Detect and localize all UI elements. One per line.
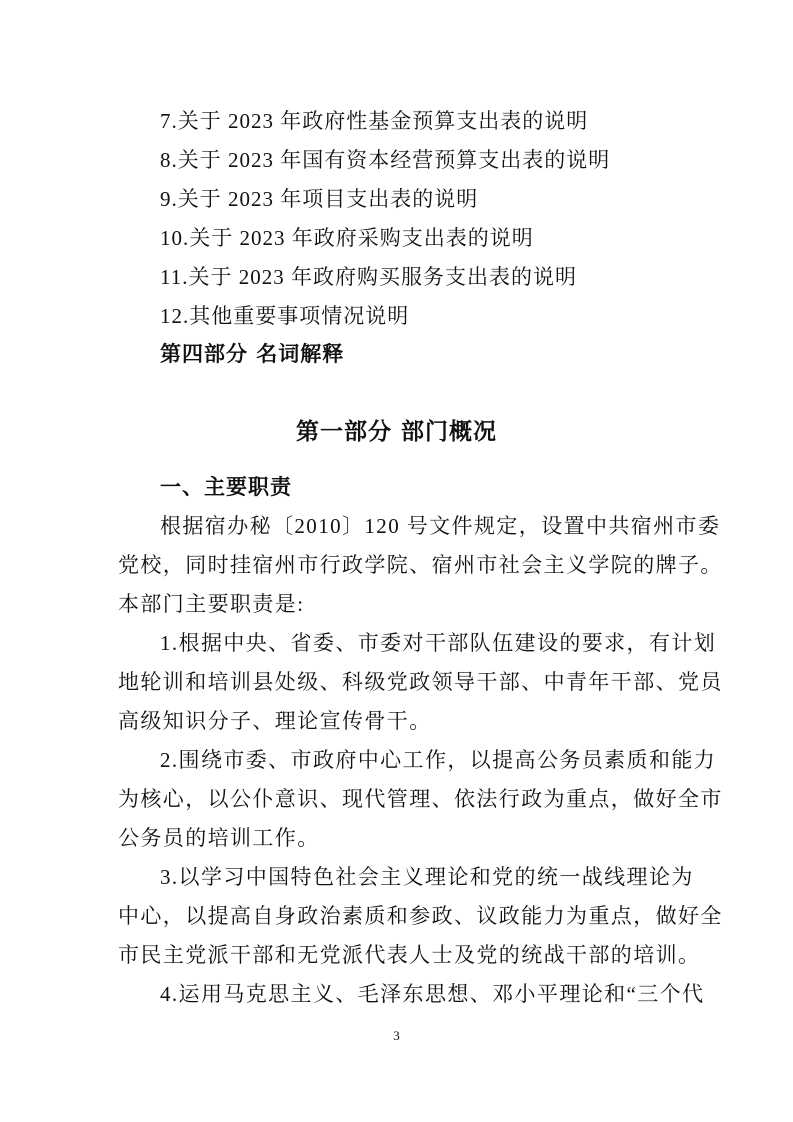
duty-3-line-2: 中心，以提高自身政治素质和参政、议政能力为重点，做好全 (118, 904, 723, 928)
toc-item-7: 7.关于 2023 年政府性基金预算支出表的说明 (160, 109, 589, 133)
intro-line-3: 本部门主要职责是: (118, 592, 305, 616)
duty-2-line-3: 公务员的培训工作。 (118, 826, 320, 850)
duty-4-line-1: 4.运用马克思主义、毛泽东思想、邓小平理论和“三个代 (160, 982, 705, 1006)
toc-item-10: 10.关于 2023 年政府采购支出表的说明 (160, 226, 534, 250)
toc-item-8: 8.关于 2023 年国有资本经营预算支出表的说明 (160, 148, 611, 172)
duty-2-line-2: 为核心，以公仆意识、现代管理、依法行政为重点，做好全市 (118, 787, 723, 811)
toc-item-12: 12.其他重要事项情况说明 (160, 304, 410, 328)
duty-3-line-1: 3.以学习中国特色社会主义理论和党的统一战线理论为 (160, 865, 694, 889)
toc-part-four: 第四部分 名词解释 (160, 342, 345, 366)
intro-line-1: 根据宿办秘〔2010〕120 号文件规定，设置中共宿州市委 (160, 514, 721, 538)
duty-1-line-1: 1.根据中央、省委、市委对干部队伍建设的要求，有计划 (160, 631, 717, 655)
duty-2-line-1: 2.围绕市委、市政府中心工作，以提高公务员素质和能力 (160, 748, 717, 772)
toc-item-11: 11.关于 2023 年政府购买服务支出表的说明 (160, 265, 577, 289)
page-number: 3 (393, 1028, 400, 1043)
duty-3-line-3: 市民主党派干部和无党派代表人士及党的统战干部的培训。 (118, 943, 701, 967)
toc-item-9: 9.关于 2023 年项目支出表的说明 (160, 187, 479, 211)
intro-line-2: 党校，同时挂宿州市行政学院、宿州市社会主义学院的牌子。 (118, 553, 723, 577)
duty-1-line-3: 高级知识分子、理论宣传骨干。 (118, 709, 432, 733)
chapter-title: 第一部分 部门概况 (295, 419, 497, 445)
duty-1-line-2: 地轮训和培训县处级、科级党政领导干部、中青年干部、党员 (118, 670, 723, 694)
section-heading: 一、主要职责 (160, 475, 292, 499)
